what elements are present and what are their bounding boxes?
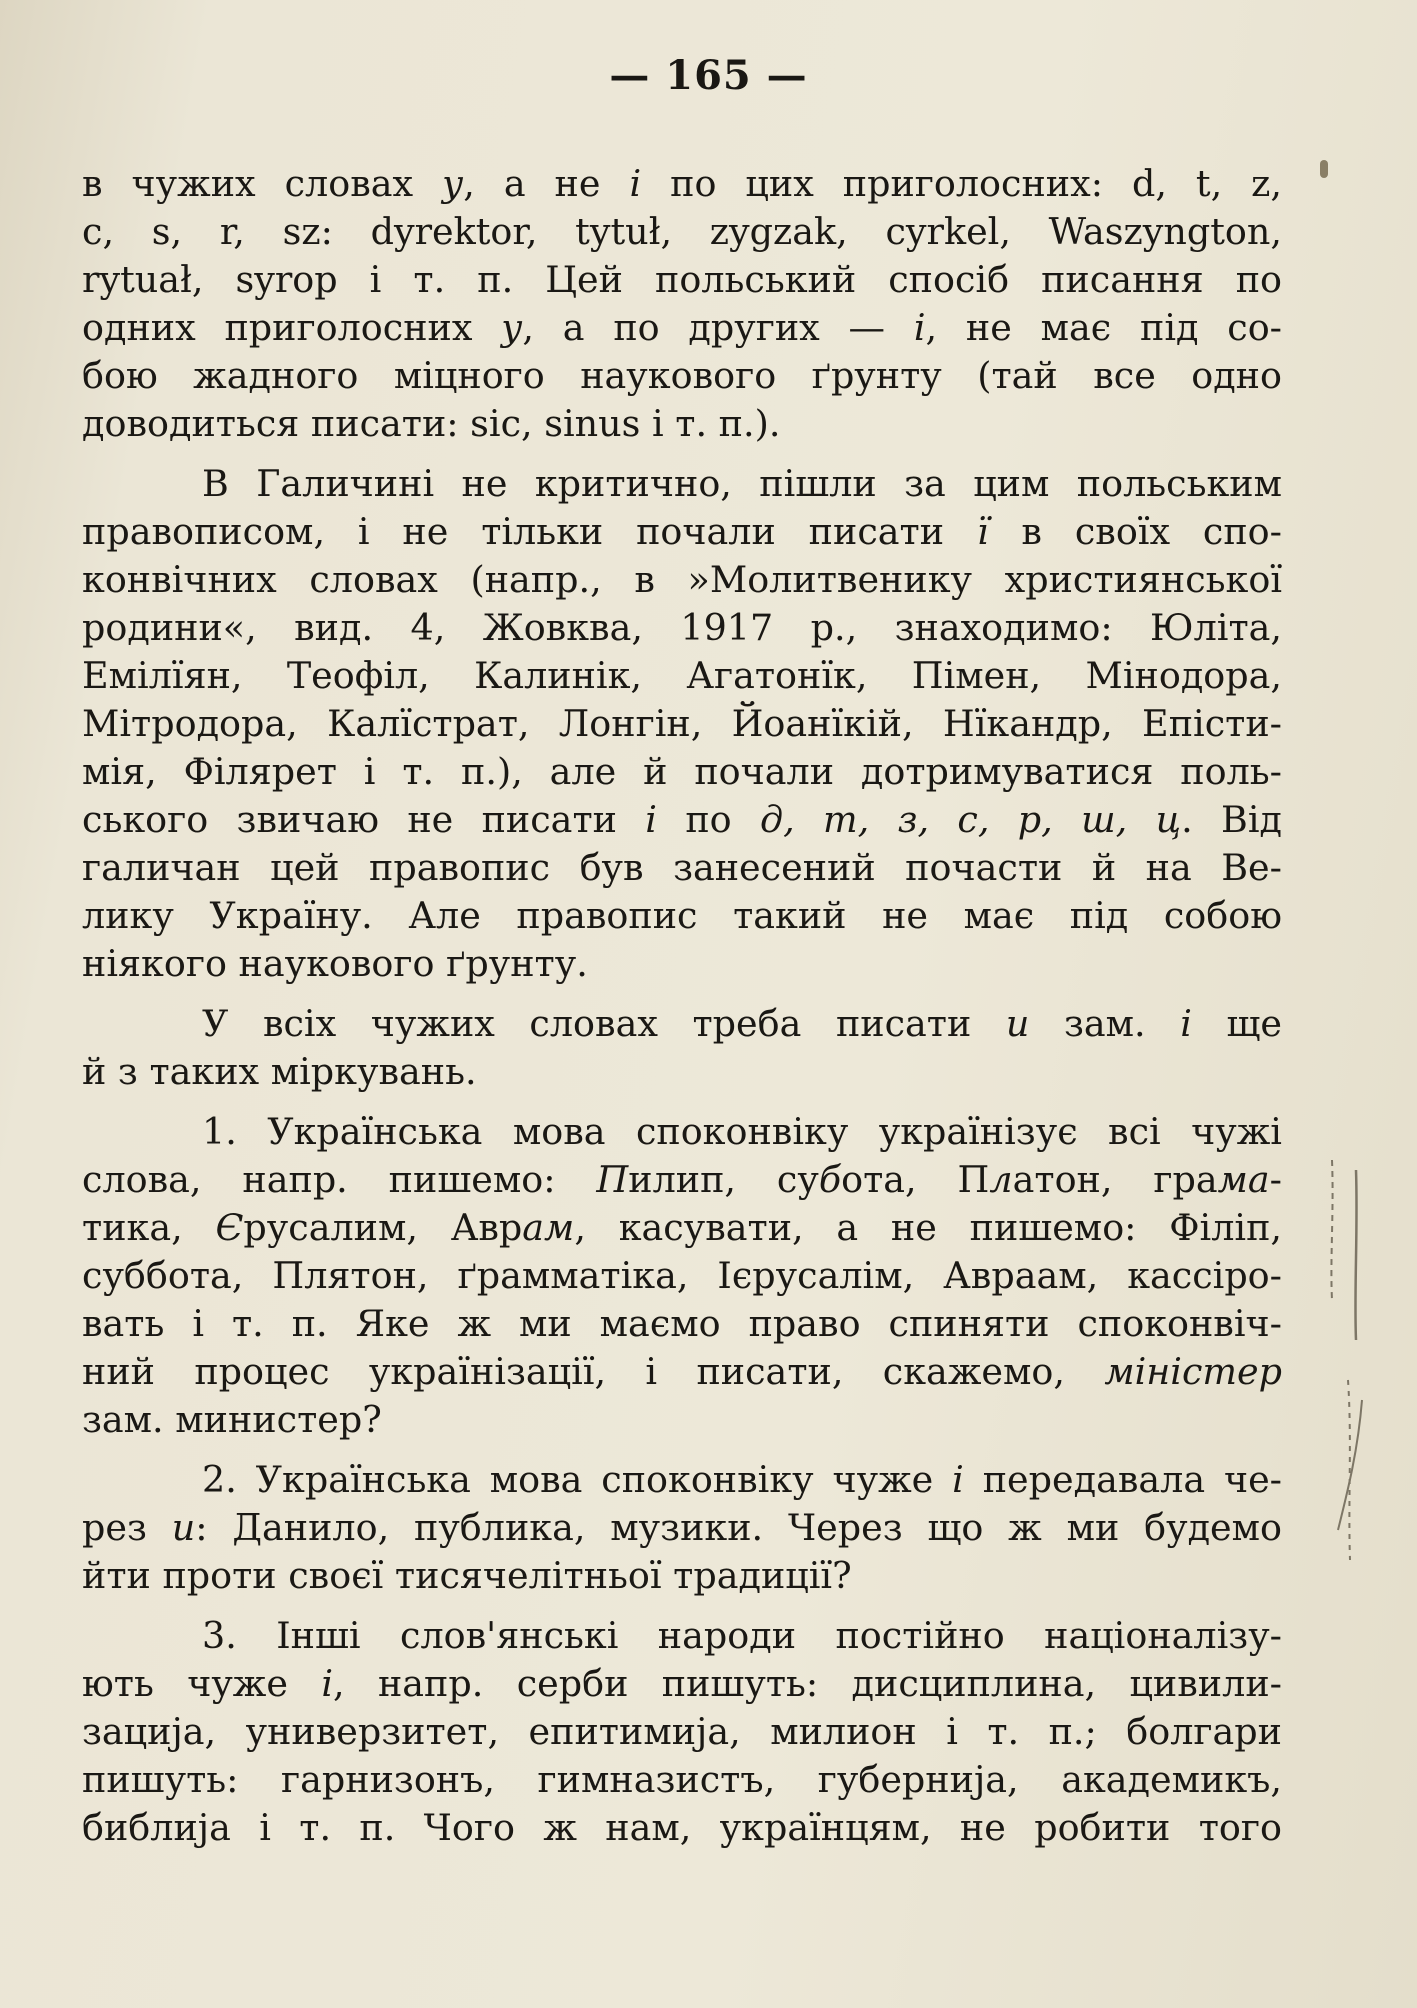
text-line [82,1204,1282,1252]
text-run: мія, Філярет і т. п.), але й почали дотримуватися поль- [82,750,1282,793]
text-run: слова, напр. пишемо: [82,1158,597,1201]
italic-text: ї [976,510,989,553]
text-run: русалим, Авр [243,1206,523,1249]
italic-text: у [501,306,523,349]
text-line [82,844,1282,892]
text-run: ніякого наукового ґрунту. [82,942,588,985]
text-run: ота, П [841,1158,990,1201]
text-run: Мітродора, Калїстрат, Лонгін, Йоанїкій, Нїкандр, Епісти- [82,702,1282,745]
text-line [82,400,1282,448]
text-run: бою жадного міцного наукового ґрунту (тай все одно [82,354,1282,397]
text-line [82,1456,1282,1504]
text-run: , а не [463,162,630,205]
text-run: , напр. серби пишуть: дисциплина, цивили- [333,1662,1282,1705]
text-run: атон, гра [1012,1158,1218,1201]
text-run: й з таких міркувань. [82,1050,477,1093]
text-line [82,1300,1282,1348]
italic-text: і [629,162,642,205]
text-run: по [656,798,760,841]
text-run: , касувати, а не пишемо: Філіп, [574,1206,1282,1249]
text-line [82,1156,1282,1204]
text-line [82,1252,1282,1300]
italic-text: і [1180,1002,1192,1045]
text-line [82,1348,1282,1396]
text-line [82,652,1282,700]
text-line [82,556,1282,604]
text-run: . Від [1181,798,1282,841]
text-line [82,460,1282,508]
italic-text: і [913,306,926,349]
text-run: по цих приголосних: d, t, z, [641,162,1282,205]
italic-text: міністер [1104,1350,1282,1393]
text-run: йти проти своєї тисячелітньої традиції? [82,1554,852,1597]
italic-text: и [171,1506,196,1549]
paragraph-gap [82,1096,1282,1108]
italic-text: П [596,1158,629,1201]
text-line [82,940,1282,988]
margin-pencil-mark [1318,1150,1388,1570]
paragraph-gap [82,1600,1282,1612]
text-run: библија і т. п. Чого ж нам, українцям, не робити того [82,1806,1282,1849]
text-run: передавала че- [963,1458,1282,1501]
text-line [82,1108,1282,1156]
text-line [82,304,1282,352]
text-line [82,1396,1282,1444]
text-line [82,1804,1282,1852]
text-run: зам. [1029,1002,1181,1045]
italic-text: у [442,162,464,205]
text-run: вать і т. п. Яке ж ми маємо право спиняти споконвіч- [82,1302,1282,1345]
text-line [82,1660,1282,1708]
text-run: галичан цей правопис був занесений почасти й на Ве- [82,846,1282,889]
text-line [82,796,1282,844]
italic-text: л [989,1158,1013,1201]
text-run: зам. министер? [82,1398,382,1441]
text-line [82,508,1282,556]
text-line [82,748,1282,796]
text-run: илип, су [628,1158,819,1201]
text-line [82,1612,1282,1660]
text-run: правописом, і не тільки почали писати [82,510,977,553]
text-line [82,208,1282,256]
text-run: лику Україну. Але правопис такий не має під собою [82,894,1282,937]
text-line [82,892,1282,940]
text-run: - [1269,1158,1282,1201]
text-run: , не має під со- [925,306,1282,349]
text-run: доводиться писати: sic, sinus і т. п.). [82,402,781,445]
text-run: 3. Інші слов'янські народи постійно націоналізу- [202,1614,1282,1657]
italic-text: ам [522,1206,575,1249]
text-run: Емілїян, Теофіл, Калинік, Агатонїк, Пімен, Мінодора, [82,654,1282,697]
italic-text: ма [1217,1158,1270,1201]
text-run: ще [1191,1002,1282,1045]
text-run: : Данило, публика, музики. Через що ж ми будемо [195,1506,1282,1549]
italic-text: і [645,798,657,841]
text-run: тика, [82,1206,216,1249]
text-run: rytuał, syrop і т. п. Цей польський спосіб писання по [82,258,1282,301]
text-run: c, s, r, sz: dyrektor, tytuł, zygzak, cyrkel, Waszyngton, [82,210,1282,253]
text-line [82,1708,1282,1756]
text-line [82,1756,1282,1804]
text-run: в своїх спо- [988,510,1282,553]
body-text [82,160,1282,1852]
italic-text: б [818,1158,842,1201]
text-run: конвічних словах (напр., в »Молитвенику християнської [82,558,1282,601]
text-run: в чужих словах [82,162,443,205]
text-run: У всіх чужих словах треба писати [202,1002,1006,1045]
text-run: суббота, Плятон, ґрамматіка, Ієрусалім, Авраам, кассіро- [82,1254,1282,1297]
paragraph-gap [82,988,1282,1000]
paragraph-gap [82,1444,1282,1456]
text-run: 2. Українська мова споконвіку чуже [202,1458,953,1501]
text-run: В Галичині не критично, пішли за цим польським [202,462,1282,505]
text-run: ний процес українізації, і писати, скажемо, [82,1350,1105,1393]
italic-text: і [321,1662,334,1705]
italic-text: д, т, з, с, р, ш, ц [759,798,1182,841]
text-run: 1. Українська мова споконвіку українізує всі чужі [202,1110,1282,1153]
text-run: ють чуже [82,1662,322,1705]
text-run: рез [82,1506,172,1549]
text-run: пишуть: гарнизонъ, гимназистъ, губернија, академикъ, [82,1758,1282,1801]
text-run: одних приголосних [82,306,502,349]
text-line [82,700,1282,748]
text-line [82,604,1282,652]
text-run: ського звичаю не писати [82,798,646,841]
text-run: , а по других — [522,306,914,349]
italic-text: і [952,1458,964,1501]
italic-text: Є [215,1206,244,1249]
text-run: родини«, вид. 4, Жовква, 1917 р., знаходимо: Юліта, [82,606,1282,649]
text-line [82,1048,1282,1096]
text-line [82,352,1282,400]
paragraph-gap [82,448,1282,460]
text-run: зација, универзитет, епитимија, милион і т. п.; болгари [82,1710,1282,1753]
margin-mark [1320,160,1328,178]
italic-text: и [1005,1002,1030,1045]
text-line [82,1000,1282,1048]
page-number: — 165 — [609,52,808,99]
text-line [82,1504,1282,1552]
text-line [82,256,1282,304]
text-line [82,160,1282,208]
text-line [82,1552,1282,1600]
